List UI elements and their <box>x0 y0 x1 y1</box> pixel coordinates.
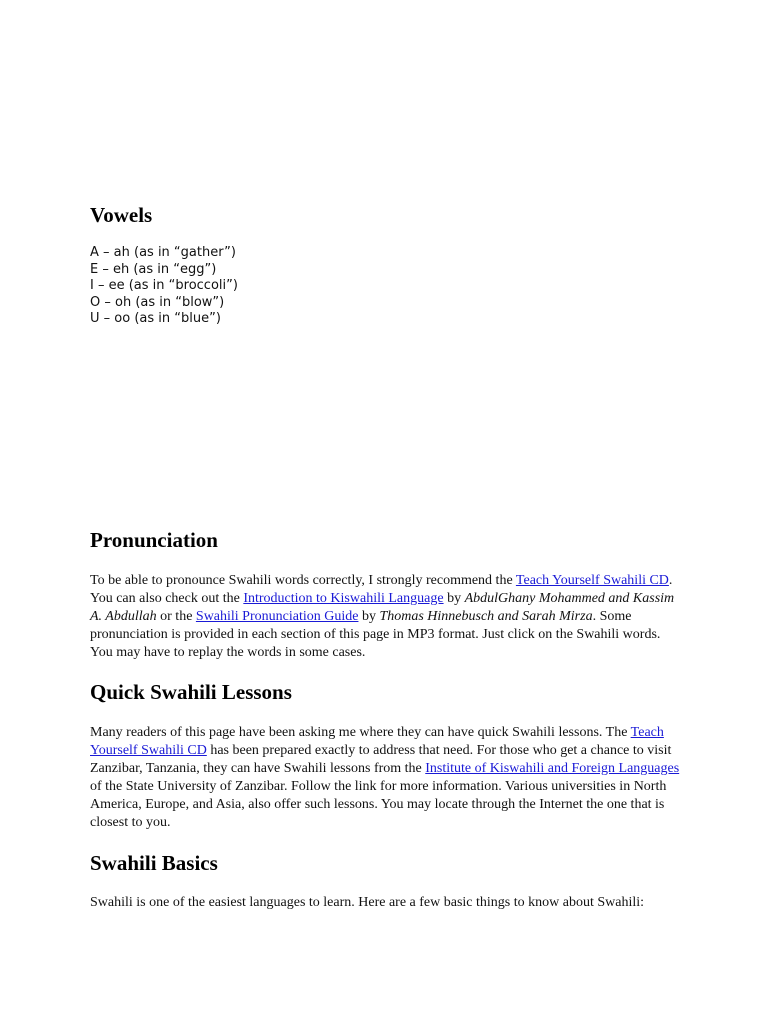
text-segment: by <box>358 609 380 624</box>
vowel-line-e: E – eh (as in “egg”) <box>90 261 217 277</box>
vowel-line-a: A – ah (as in “gather”) <box>90 245 236 260</box>
vowel-line-o: O – oh (as in “blow”) <box>90 294 225 310</box>
quick-lessons-heading: Quick Swahili Lessons <box>90 680 292 704</box>
text-segment: . Some pronunciation is provided in each section of this page in MP3 format. Just click on the Swahili words. You may have to replay the words in some cases. <box>90 609 661 660</box>
vowel-line-i: I – ee (as in “broccoli”) <box>90 278 238 294</box>
teach-yourself-swahili-cd-link[interactable]: Teach Yourself Swahili CD <box>90 725 664 758</box>
quick-lessons-paragraph <box>90 724 680 832</box>
pronunciation-heading: Pronunciation <box>90 528 218 552</box>
swahili-basics-paragraph: Swahili is one of the easiest languages to learn. Here are a few basic things to know about Swahili: <box>90 895 645 910</box>
teach-yourself-swahili-cd-link[interactable]: Teach Yourself Swahili CD <box>515 573 669 588</box>
text-segment: Many readers of this page have been asking me where they can have quick Swahili lessons. The <box>90 725 631 740</box>
text-segment: or the <box>156 609 196 624</box>
text-segment: To be able to pronounce Swahili words correctly, I strongly recommend the <box>90 573 516 588</box>
swahili-basics-heading: Swahili Basics <box>90 851 218 875</box>
author-names: Thomas Hinnebusch and Sarah Mirza <box>379 609 593 624</box>
text-segment: . You can also check out the <box>90 573 673 606</box>
pronunciation-paragraph <box>90 572 680 662</box>
author-names: AbdulGhany Mohammed and Kassim A. Abdullah <box>90 591 675 624</box>
text-segment: by <box>443 591 465 606</box>
institute-of-kiswahili-link[interactable]: Institute of Kiswahili and Foreign Languages <box>425 761 680 776</box>
vowel-line-u: U – oo (as in “blue”) <box>90 311 221 327</box>
text-segment: has been prepared exactly to address that need. For those who get a chance to visit Zanzibar, Tanzania, they can have Swahili lessons from the <box>90 743 672 776</box>
text-segment: of the State University of Zanzibar. Follow the link for more information. Various universities in North America, Europe, and Asia, also offer such lessons. You may locate through the Internet the one that is closest to you. <box>90 779 667 830</box>
introduction-to-kiswahili-link[interactable]: Introduction to Kiswahili Language <box>243 591 444 606</box>
swahili-pronunciation-guide-link[interactable]: Swahili Pronunciation Guide <box>195 609 359 624</box>
vowels-heading: Vowels <box>90 203 153 227</box>
vowel-list <box>90 245 238 328</box>
